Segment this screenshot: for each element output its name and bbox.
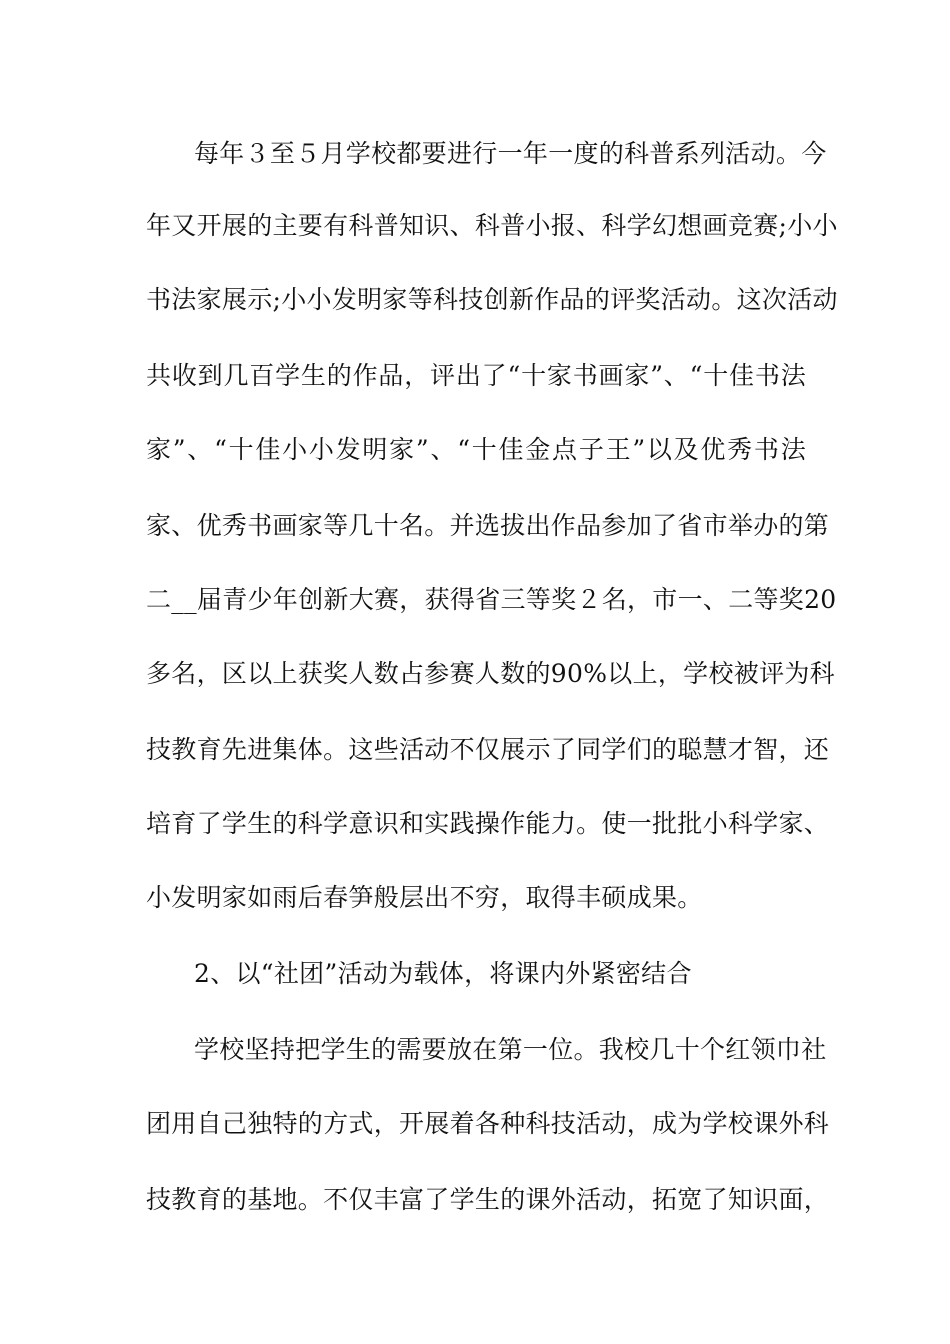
paragraph-line: 每年３至５月学校都要进行一年一度的科普系列活动。今 [194, 139, 827, 168]
paragraph-line: 学校坚持把学生的需要放在第一位。我校几十个红领巾社 [194, 1035, 827, 1064]
paragraph-line: 年又开展的主要有科普知识、科普小报、科学幻想画竞赛;小小 [146, 211, 838, 240]
paragraph-line: 团用自己独特的方式，开展着各种科技活动，成为学校课外科 [146, 1109, 830, 1138]
paragraph-line: 技教育先进集体。这些活动不仅展示了同学们的聪慧才智，还 [146, 735, 830, 764]
paragraph-line: 二__届青少年创新大赛，获得省三等奖２名，市一、二等奖20 [146, 585, 837, 614]
paragraph-line: 家、优秀书画家等几十名。并选拔出作品参加了省市举办的第 [146, 511, 830, 540]
paragraph-line: 家”、“十佳小小发明家”、“十佳金点子王”以及优秀书法 [146, 435, 806, 464]
paragraph-line: 技教育的基地。不仅丰富了学生的课外活动，拓宽了知识面， [146, 1185, 830, 1214]
paragraph-line: 小发明家如雨后春笋般层出不穷，取得丰硕成果。 [146, 883, 703, 912]
paragraph-line: 多名，区以上获奖人数占参赛人数的90%以上，学校被评为科 [146, 659, 835, 688]
paragraph-line: 书法家展示;小小发明家等科技创新作品的评奖活动。这次活动 [146, 285, 838, 314]
section-heading: 2、以“社团”活动为载体，将课内外紧密结合 [194, 959, 692, 988]
paragraph-line: 共收到几百学生的作品，评出了“十家书画家”、“十佳书法 [146, 361, 806, 390]
paragraph-line: 培育了学生的科学意识和实践操作能力。使一批批小科学家、 [146, 809, 830, 838]
